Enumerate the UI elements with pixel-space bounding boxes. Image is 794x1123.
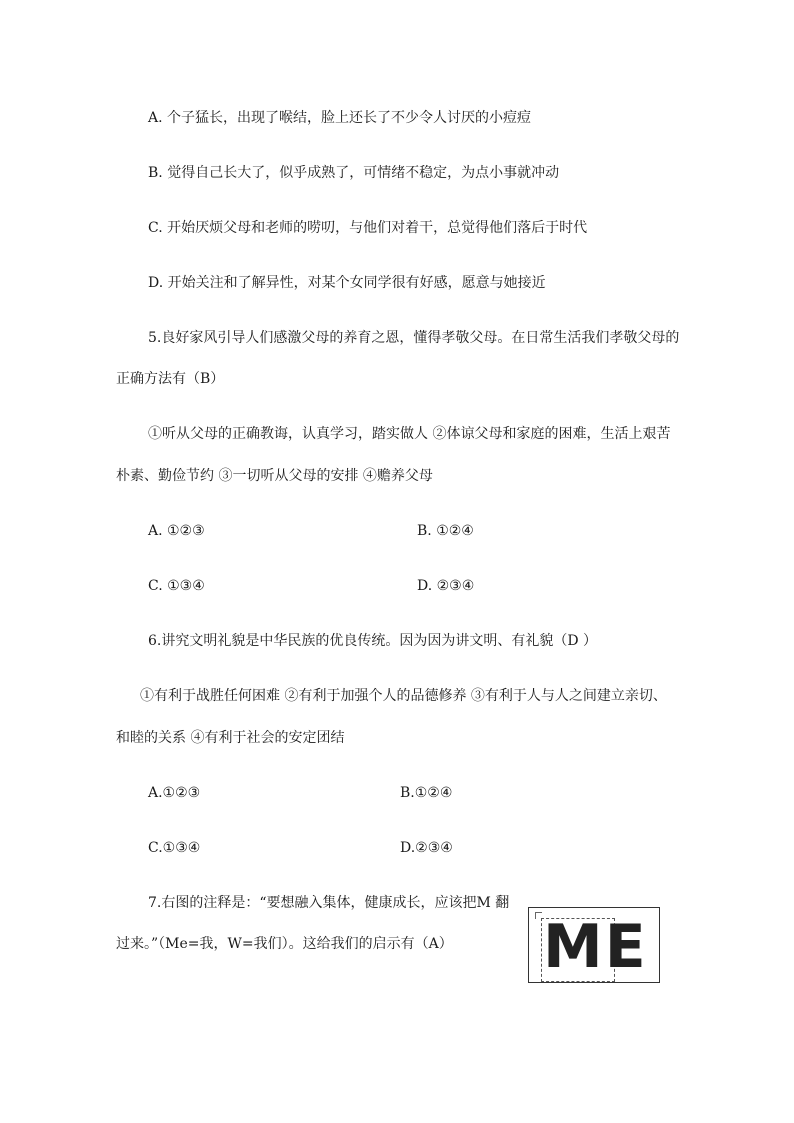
me-figure	[528, 907, 660, 983]
q7-stem-line-2: 过来。”（Me=我，W=我们）。这给我们的启示有（A）	[116, 936, 453, 952]
q5-option-a: A. ①②③	[148, 523, 205, 539]
q4-option-d: D. 开始关注和了解异性，对某个女同学很有好感，愿意与她接近	[148, 275, 546, 291]
me-figure-text: ME	[543, 912, 648, 982]
q5-stem-line-2: 正确方法有（B）	[116, 371, 225, 387]
q6-option-b: B.①②④	[400, 785, 453, 801]
q6-items-line-2: 和睦的关系 ④有利于社会的安定团结	[116, 730, 345, 746]
q6-option-c: C.①③④	[148, 840, 201, 856]
q6-items-line-1: ①有利于战胜任何困难 ②有利于加强个人的品德修养 ③有利于人与人之间建立亲切、	[140, 688, 667, 704]
q5-items-line-1: ①听从父母的正确教诲，认真学习，踏实做人 ②体谅父母和家庭的困难，生活上艰苦	[148, 426, 671, 442]
q5-option-c: C. ①③④	[148, 578, 205, 594]
q5-items-line-2: 朴素、勤俭节约 ③一切听从父母的安排 ④赡养父母	[116, 468, 433, 484]
q4-option-a: A. 个子猛长，出现了喉结，脸上还长了不少令人讨厌的小痘痘	[148, 110, 532, 126]
q5-stem-line-1: 5.良好家风引导人们感激父母的养育之恩，懂得孝敬父母。在日常生活我们孝敬父母的	[148, 330, 680, 346]
q6-option-d: D.②③④	[400, 840, 453, 856]
q6-stem: 6.讲究文明礼貌是中华民族的优良传统。因为因为讲文明、有礼貌（D ）	[148, 633, 598, 649]
q7-stem-line-1: 7.右图的注释是：“要想融入集体，健康成长，应该把M 翻	[148, 895, 510, 911]
q4-option-b: B. 觉得自己长大了，似乎成熟了，可情绪不稳定，为点小事就冲动	[148, 165, 560, 181]
q5-option-d: D. ②③④	[417, 578, 475, 594]
q6-option-a: A.①②③	[148, 785, 201, 801]
q5-option-b: B. ①②④	[417, 523, 474, 539]
q4-option-c: C. 开始厌烦父母和老师的唠叨，与他们对着干，总觉得他们落后于时代	[148, 220, 588, 236]
